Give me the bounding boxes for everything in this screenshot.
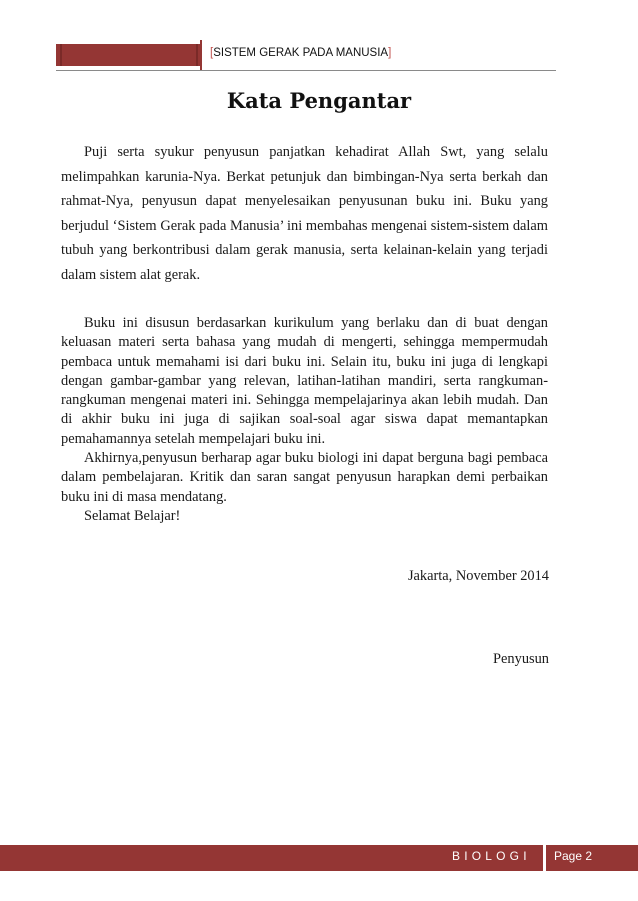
page-title: Kata Pengantar [226,88,412,113]
header-bracket-open: [ [210,47,214,59]
page-number: Page 2 [554,849,593,863]
paragraph-closing: Akhirnya,penyusun berharap agar buku biologi ini dapat berguna bagi pembaca dalam pembelajaran. Kritik dan saran sangat penyusun harapkan demi perbaikan buku ini di masa mendatang. [61,450,548,505]
header-color-bar [56,44,200,66]
header-rule [56,70,556,71]
header-separator [200,40,202,70]
place-date: Jakarta, November 2014 [407,568,549,584]
paragraph-greeting: Selamat Belajar! [84,507,181,524]
paragraph-curriculum: Buku ini disusun berdasarkan kurikulum yang berlaku dan di buat dengan keluasan materi serta bahasa yang mudah di mengerti, sehingga mempermudah pembaca untuk memahami isi dari buku ini. Selain itu, buku ini juga di lengkapi dengan gambar-gambar yang relevan, latihan-latihan mandiri, serta rangkuman-rangkuman mengenai materi ini. Sehingga mempelajarinya akan lebih mudah. Dan di akhir buku ini juga di sajikan soal-soal agar siswa dapat memantapkan pemahamannya setelah mempelajari buku ini. [61,315,548,447]
running-header [210,47,391,59]
footer-subject: BIOLOGI [452,849,531,863]
header-bar-divider [196,44,198,66]
header-bracket-close: ] [388,47,392,59]
footer-separator [543,840,546,876]
signature-name: Penyusun [493,651,549,667]
header-title: SISTEM GERAK PADA MANUSIA [213,47,389,59]
paragraph-intro: Puji serta syukur penyusun panjatkan kehadirat Allah Swt, yang selalu melimpahkan karunia-Nya. Berkat petunjuk dan bimbingan-Nya serta berkah dan rahmat-Nya, penyusun dapat menyelesaikan penyusunan buku ini. Buku yang berjudul ‘Sistem Gerak pada Manusia’ ini membahas mengenai sistem-sistem dalam tubuh yang berkontribusi dalam gerak manusia, serta kelainan-kelain yang terjadi dalam sistem alat gerak. [61,144,548,283]
header-bar-divider [60,44,62,66]
paragraph-block-main [61,314,548,526]
